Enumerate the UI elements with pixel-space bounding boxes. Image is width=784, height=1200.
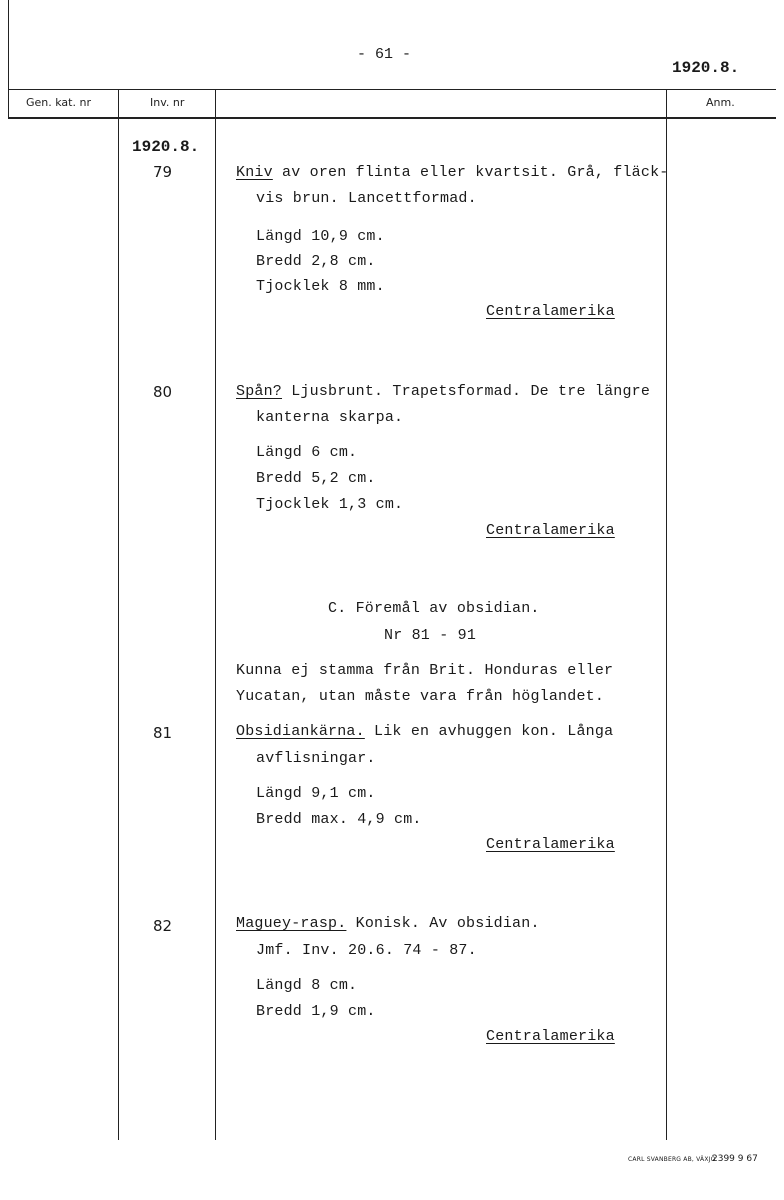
entry-term: Maguey-rasp. [236, 915, 347, 932]
entry-description-cont: Jmf. Inv. 20.6. 74 - 87. [256, 942, 477, 959]
measurement-thickness: Tjocklek 1,3 cm. [256, 496, 404, 513]
measurement-length: Längd 10,9 cm. [256, 228, 385, 245]
column-header-gen-kat: Gen. kat. nr [26, 96, 91, 109]
inv-number: 82 [153, 917, 173, 935]
entry-description-cont: avflisningar. [256, 750, 376, 767]
measurement-length: Längd 9,1 cm. [256, 785, 376, 802]
header-date: 1920.8. [672, 59, 740, 77]
measurement-length: Längd 6 cm. [256, 444, 358, 461]
column-header-anm: Anm. [706, 96, 735, 109]
inv-number: 79 [153, 163, 173, 181]
entry-description [236, 723, 613, 740]
inv-number: 81 [153, 724, 173, 742]
entry-description [236, 915, 540, 932]
measurement-width: Bredd max. 4,9 cm. [256, 811, 422, 828]
inv-number: 80 [153, 383, 173, 401]
column-header-inv: Inv. nr [150, 96, 185, 109]
column-divider-1 [118, 89, 119, 1140]
origin-label: Centralamerika [486, 303, 615, 320]
printer-imprint: CARL SVANBERG AB, VÄXJÖ [628, 1156, 716, 1163]
entry-term: Obsidiankärna. [236, 723, 365, 740]
entry-term: Spån? [236, 383, 283, 400]
left-margin-line [8, 0, 9, 118]
header-top-rule [8, 89, 776, 90]
measurement-width: Bredd 1,9 cm. [256, 1003, 376, 1020]
header-bottom-rule [8, 117, 776, 119]
measurement-width: Bredd 2,8 cm. [256, 253, 376, 270]
entry-description-text: Konisk. Av obsidian. [346, 915, 540, 932]
form-code: 2399 9 67 [712, 1154, 758, 1164]
entry-description-cont: vis brun. Lancettformad. [256, 190, 477, 207]
origin-label: Centralamerika [486, 836, 615, 853]
section-note: Kunna ej stamma från Brit. Honduras eller [236, 662, 614, 679]
measurement-width: Bredd 5,2 cm. [256, 470, 376, 487]
page-number: - 61 - [357, 46, 412, 63]
inv-year: 1920.8. [132, 138, 200, 156]
entry-description-text: Ljusbrunt. Trapetsformad. De tre längre [282, 383, 651, 400]
entry-term: Kniv [236, 164, 273, 181]
measurement-length: Längd 8 cm. [256, 977, 358, 994]
section-note-cont: Yucatan, utan måste vara från höglandet. [236, 688, 605, 705]
entry-description-text: Lik en avhuggen kon. Långa [364, 723, 614, 740]
section-heading: C. Föremål av obsidian. [328, 600, 540, 617]
measurement-thickness: Tjocklek 8 mm. [256, 278, 385, 295]
entry-description-text: av oren flinta eller kvartsit. Grå, fläck- [272, 164, 669, 181]
origin-label: Centralamerika [486, 522, 615, 539]
entry-description-cont: kanterna skarpa. [256, 409, 404, 426]
column-divider-3 [666, 89, 667, 1140]
entry-description [236, 383, 650, 400]
entry-description [236, 164, 668, 181]
origin-label: Centralamerika [486, 1028, 615, 1045]
section-range: Nr 81 - 91 [384, 627, 477, 644]
column-divider-2 [215, 89, 216, 1140]
